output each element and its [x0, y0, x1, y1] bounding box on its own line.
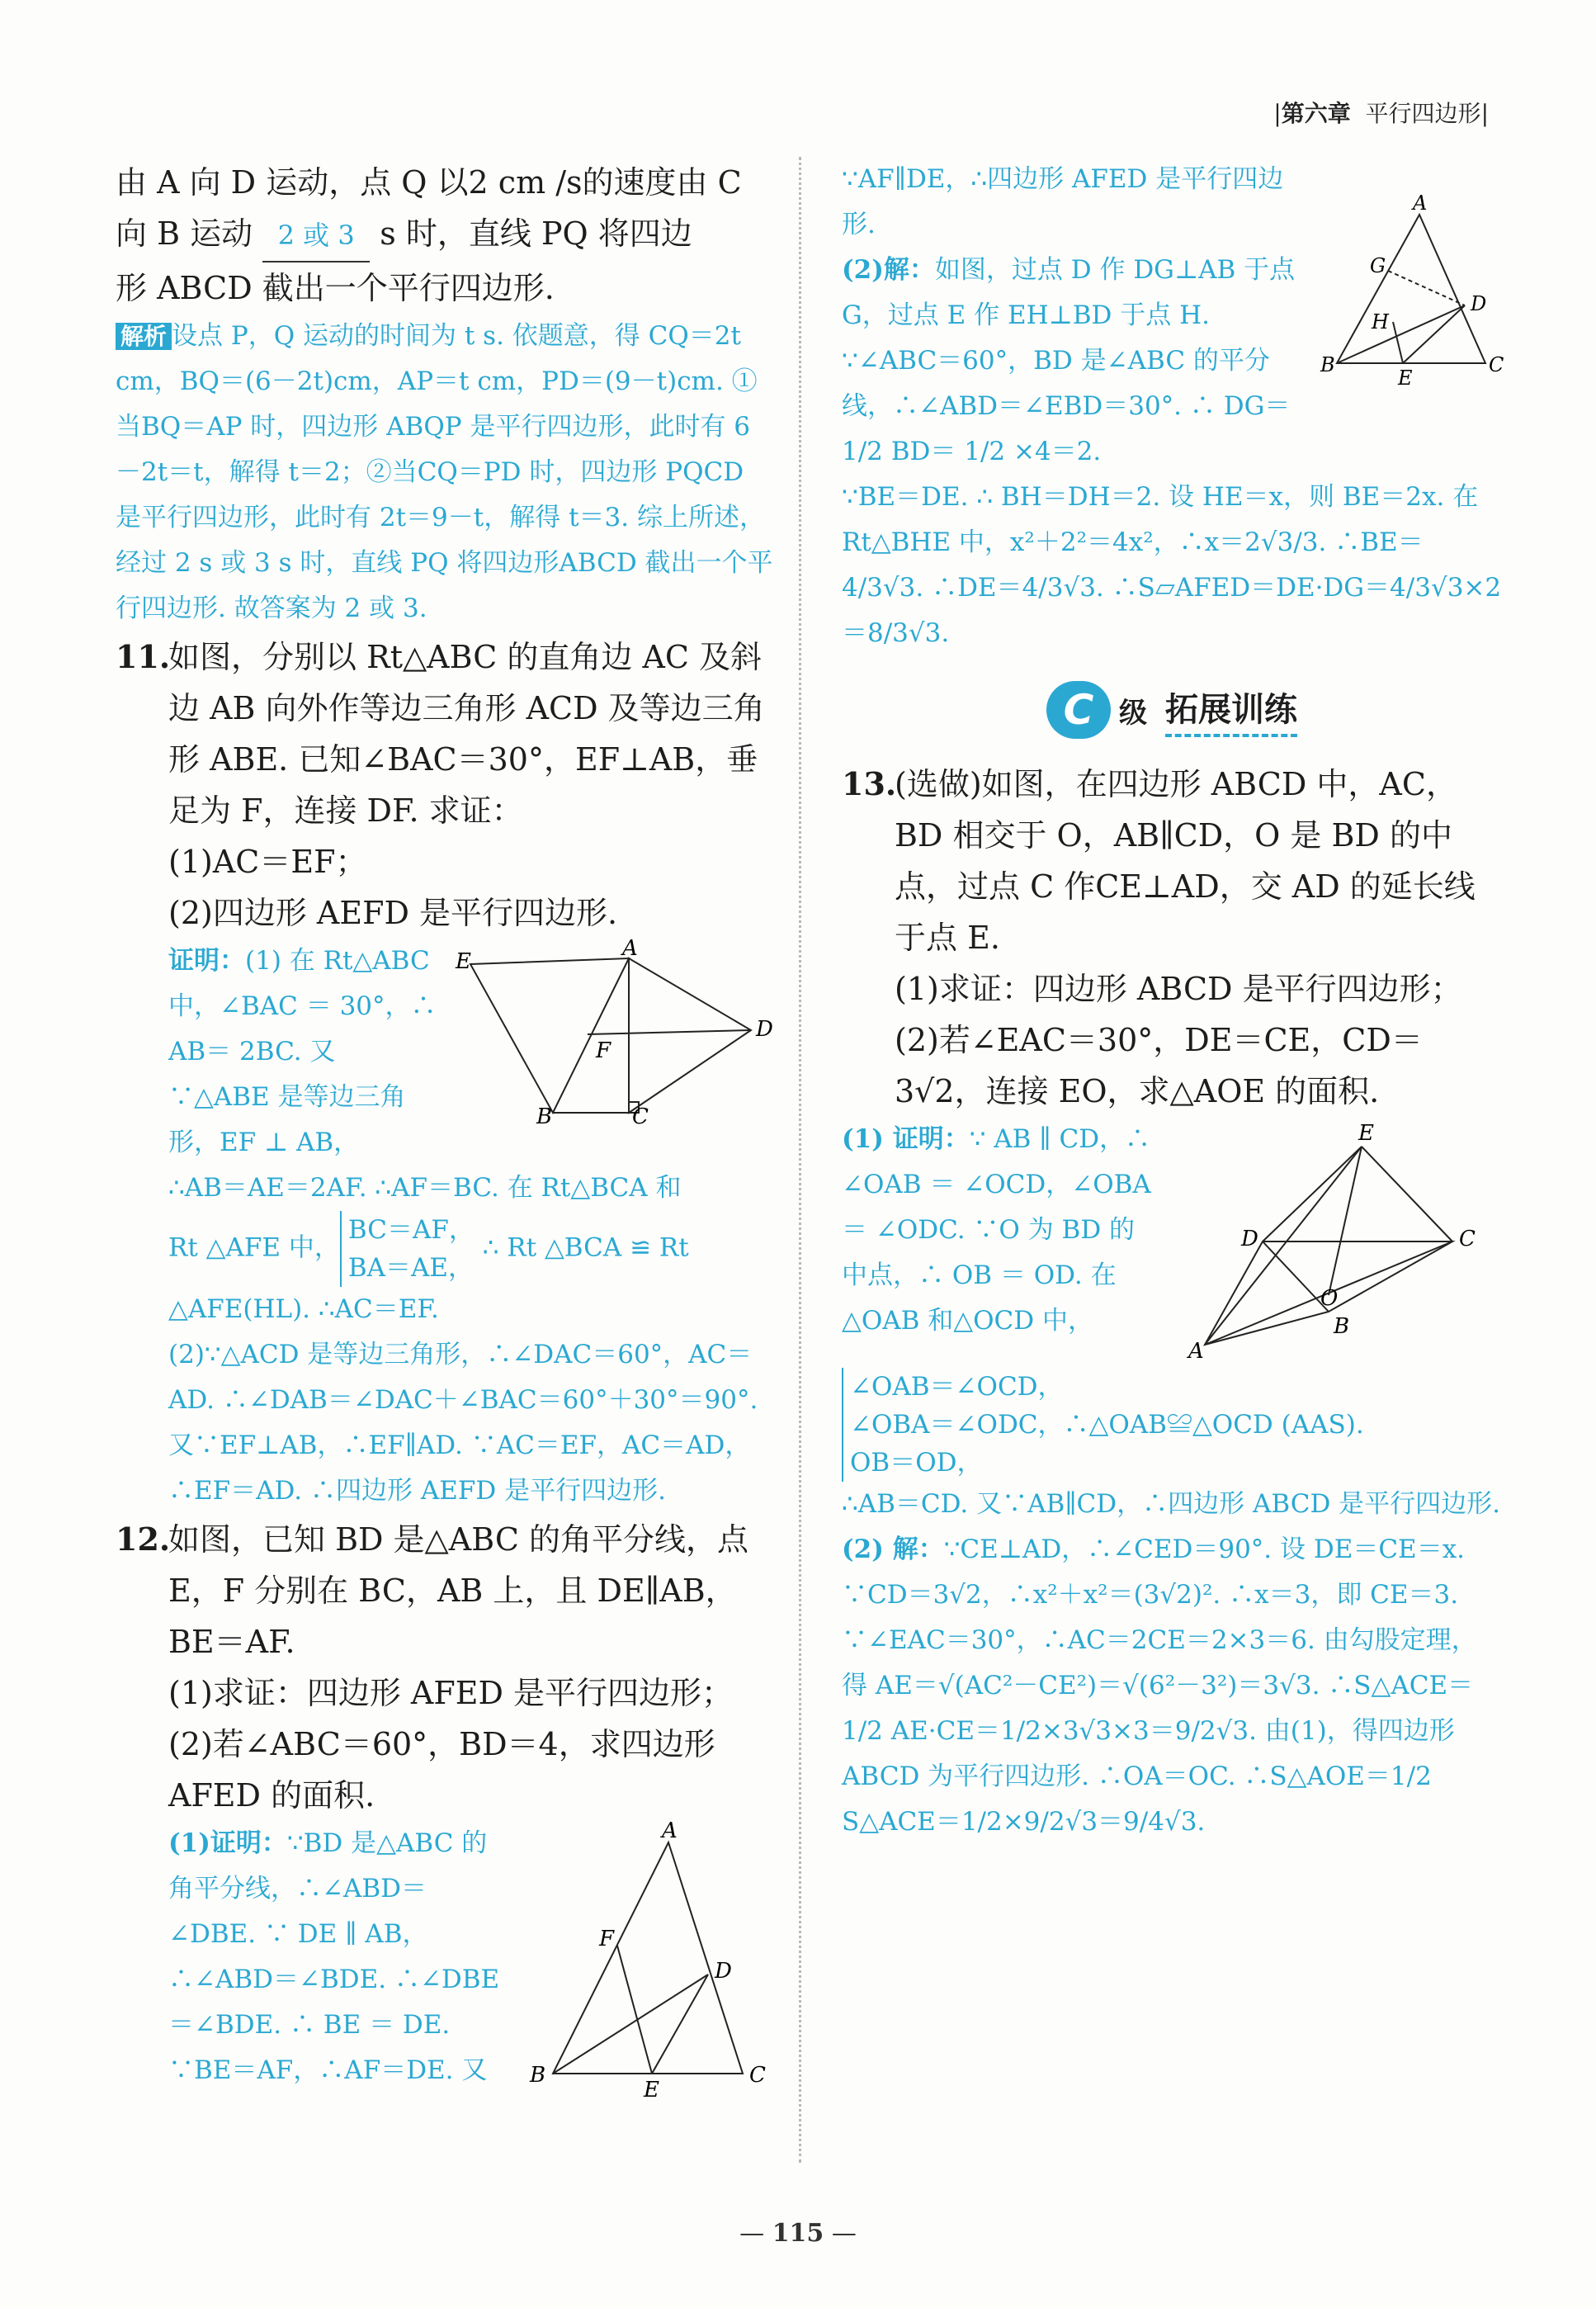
level-badge: C — [1046, 681, 1111, 739]
q11-sys-line2: BA＝AE， — [347, 1253, 475, 1283]
q11-proof-2: ∴AB＝AE＝2AF. ∴AF＝BC. 在 Rt△BCA 和 — [168, 1173, 682, 1203]
q13-label-e: E — [1358, 1121, 1374, 1146]
analysis-tag: 解析 — [116, 323, 172, 350]
q11-proof-5: (2)∵△ACD 是等边三角形，∴∠DAC＝60°，AC＝AD. ∴∠DAB＝∠DAC＋∠BAC＝60°＋30°＝90°. 又∵EF⊥AB，∴EF∥AD. ∵AC＝EF，AC＝AD，∴EF＝AD. ∴四边形 AEFD 是平行四边形. — [168, 1340, 758, 1506]
q12-proof-end: ∵AF∥DE，∴四边形 AFED 是平行四边形. — [842, 164, 1284, 239]
q11-proof-tag: 证明： — [168, 946, 245, 976]
q13-sys-line3: OB＝OD， — [850, 1448, 983, 1478]
right-column — [842, 157, 1502, 1845]
q11-label-f: F — [596, 1038, 611, 1063]
q13-label-d: D — [1241, 1227, 1258, 1251]
q12b-label-h: H — [1372, 310, 1389, 333]
q11-part1: (1)AC＝EF； — [168, 844, 367, 880]
q10-analysis-text: 设点 P，Q 运动的时间为 t s. 依题意，得 CQ＝2t cm，BQ＝(6－2t)cm，AP＝t cm，PD＝(9－t)cm. ①当BQ＝AP 时，四边形 ABQP 是平行四边形，此时有 6－2t＝t，解得 t＝2；②当CQ＝PD 时，四边形 PQCD 是平行四边形，此时有 2t＝9－t，解得 t＝3. 综上所述，经过 2 s 或 3 s 时，直线 PQ 将四边形ABCD 截出一个平行四边形. 故答案为 2 或 3. — [116, 321, 773, 623]
q13-stem — [842, 759, 1502, 963]
q12-stem-text: 如图，已知 BD 是△ABC 的角平分线，点 E，F 分别在 BC，AB 上，且 DE∥AB，BE＝AF. — [168, 1521, 749, 1660]
q12-figure — [520, 1818, 776, 2102]
q11-proof-3-pre: Rt △AFE 中， — [168, 1232, 340, 1263]
q11-label-a: A — [622, 936, 638, 961]
q10-answer-blank: 2 或 3 — [262, 210, 370, 262]
q12-proof-tag: (1)证明： — [168, 1828, 287, 1858]
q12-part1: (1)求证：四边形 AFED 是平行四边形； — [168, 1675, 734, 1711]
q12b-label-b: B — [1320, 353, 1335, 376]
q10-line2-post: s 时，直线 PQ 将四边 — [380, 215, 692, 252]
q11-part2: (2)四边形 AEFD 是平行四边形. — [168, 895, 618, 931]
q10-line1: 由 A 向 D 运动，点 Q 以2 cm /s的速度由 C — [116, 164, 742, 201]
q11-number: 11. — [116, 638, 171, 675]
q13-sys-line2: ∠OBA＝∠ODC，∴△OAB≌△OCD (AAS). — [850, 1410, 1364, 1440]
q12-label-b: B — [530, 2063, 546, 2088]
left-column — [116, 157, 776, 2105]
q12-stem — [116, 1514, 776, 1667]
q13-label-a: A — [1188, 1339, 1204, 1364]
q11-proof-3-post: ∴ Rt △BCA ≌ Rt — [482, 1232, 689, 1263]
q12-label-c: C — [749, 2063, 766, 2088]
q11-proof-4: △AFE(HL). ∴AC＝EF. — [168, 1294, 439, 1324]
section-header-c — [842, 664, 1502, 755]
q13-stem-text: (选做)如图，在四边形 ABCD 中，AC，BD 相交于 O，AB∥CD，O 是 BD 的中点，过点 C 作CE⊥AD，交 AD 的延长线于点 E. — [895, 766, 1476, 956]
q12b-label-a: A — [1413, 192, 1428, 215]
q13-label-c: C — [1459, 1227, 1476, 1251]
q10-line2-pre: 向 B 运动 — [116, 215, 253, 252]
q12b-label-g: G — [1370, 254, 1386, 277]
section-title: 拓展训练 — [1165, 683, 1297, 737]
q13-proof-tag: (1) 证明： — [842, 1124, 970, 1154]
q13-part2: (2)若∠EAC＝30°，DE＝CE，CD＝3√2，连接 EO，求△AOE 的面积. — [895, 1022, 1423, 1109]
q12-solution-2: ∵BE＝DE. ∴ BH＝DH＝2. 设 HE＝x，则 BE＝2x. 在 Rt△BHE 中，x²＋2²＝4x²，∴x＝2√3/3. ∴BE＝4/3√3. ∴DE＝4/3√3. ∴S▱AFED＝DE·DG＝4/3√3×2＝8/3√3. — [842, 482, 1502, 648]
q12-solution-1-text: 如图，过点 D 作 DG⊥AB 于点 G，过点 E 作 EH⊥BD 于点 H. ∵∠ABC＝60°，BD 是∠ABC 的平分线，∴∠ABD＝∠EBD＝30°. ∴ DG＝ 1/2 BD＝ 1/2 ×4＝2. — [842, 255, 1296, 466]
q13-number: 13. — [842, 765, 897, 802]
q11-figure — [454, 936, 776, 1129]
q12-label-a: A — [662, 1818, 678, 1843]
q10-analysis — [116, 314, 776, 631]
q11-label-c: C — [632, 1104, 649, 1129]
page-number: 115 — [772, 2219, 824, 2248]
q13-figure — [1172, 1121, 1502, 1364]
q12-proof-1-text: ∵BD 是△ABC 的角平分线，∴∠ABD＝∠DBE. ∵ DE ∥ AB，∴∠ABD＝∠BDE. ∴∠DBE＝∠BDE. ∴ BE ＝ DE. ∵BE＝AF，∴AF＝DE. 又 — [168, 1828, 500, 2085]
q12-label-d: D — [715, 1959, 732, 1984]
q11-equation-system — [340, 1211, 475, 1287]
q13-solution-text: ∵CE⊥AD，∴∠CED＝90°. 设 DE＝CE＝x. ∵CD＝3√2，∴x²＋x²＝(3√2)². ∴x＝3，即 CE＝3. ∵∠EAC＝30°，∴AC＝2CE＝2×3＝6. 由勾股定理，得 AE＝√(AC²－CE²)＝√(6²－3²)＝3√3. ∴S△ACE＝1/2 AE·CE＝1/2×3√3×3＝9/2√3. 由(1)，得四边形 ABCD 为平行四边形. ∴OA＝OC. ∴S△AOE＝1/2 S△ACE＝1/2×9/2√3＝9/4√3. — [842, 1535, 1477, 1837]
page-header: |第六章 平行四边形| — [1273, 100, 1489, 127]
page-footer: — 115 — — [739, 2219, 857, 2248]
q12b-label-d: D — [1471, 292, 1487, 315]
q13-label-o: O — [1320, 1286, 1339, 1311]
q10-line3: 形 ABCD 截出一个平行四边形. — [116, 270, 555, 306]
q13-solution-tag: (2) 解： — [842, 1535, 944, 1564]
q11-stem — [116, 631, 776, 836]
q12b-label-e: E — [1398, 367, 1413, 390]
q12-figure-2 — [1320, 192, 1504, 390]
level-label: 级 — [1119, 696, 1147, 730]
q13-sys-line1: ∠OAB＝∠OCD， — [850, 1372, 1064, 1402]
q12-number: 12. — [116, 1521, 171, 1558]
q13-proof-1-text: ∵ AB ∥ CD，∴ ∠OAB ＝ ∠OCD，∠OBA ＝ ∠ODC. ∵O 为 BD 的中点，∴ OB ＝ OD. 在△OAB 和△OCD 中， — [842, 1124, 1151, 1336]
q11-sys-line1: BC＝AF， — [347, 1215, 475, 1245]
q13-solution — [842, 1527, 1502, 1845]
q13-equation-system — [842, 1368, 1502, 1482]
q12b-label-c: C — [1489, 353, 1504, 376]
q11-proof-3 — [168, 1211, 776, 1287]
q13-label-b: B — [1334, 1314, 1350, 1339]
q11-label-d: D — [756, 1017, 773, 1042]
q13-sys-block — [842, 1368, 1364, 1482]
q11-label-b: B — [536, 1104, 553, 1129]
q12-part2: (2)若∠ABC＝60°，BD＝4，求四边形 AFED 的面积. — [168, 1726, 715, 1814]
column-divider — [799, 157, 801, 2163]
chapter-label: 第六章 — [1281, 100, 1351, 127]
q12-label-e: E — [644, 2078, 659, 2102]
q10-line2 — [116, 208, 776, 262]
q11-proof-1-text: (1) 在 Rt△ABC 中，∠BAC ＝ 30°，∴ AB＝ 2BC. 又 ∵△ABE 是等边三角形，EF ⊥ AB， — [168, 946, 437, 1157]
q12-label-f: F — [599, 1927, 615, 1951]
q13-part1: (1)求证：四边形 ABCD 是平行四边形； — [895, 971, 1462, 1007]
q13-proof-2: ∴AB＝CD. 又∵AB∥CD，∴四边形 ABCD 是平行四边形. — [842, 1489, 1501, 1519]
q11-label-e: E — [456, 949, 471, 974]
q12-solution-tag: (2)解： — [842, 255, 935, 285]
chapter-title: 平行四边形 — [1365, 100, 1481, 127]
q11-stem-text: 如图，分别以 Rt△ABC 的直角边 AC 及斜边 AB 向外作等边三角形 ACD 及等边三角形 ABE. 已知∠BAC＝30°，EF⊥AB，垂足为 F，连接 DF. 求证： — [168, 639, 765, 829]
